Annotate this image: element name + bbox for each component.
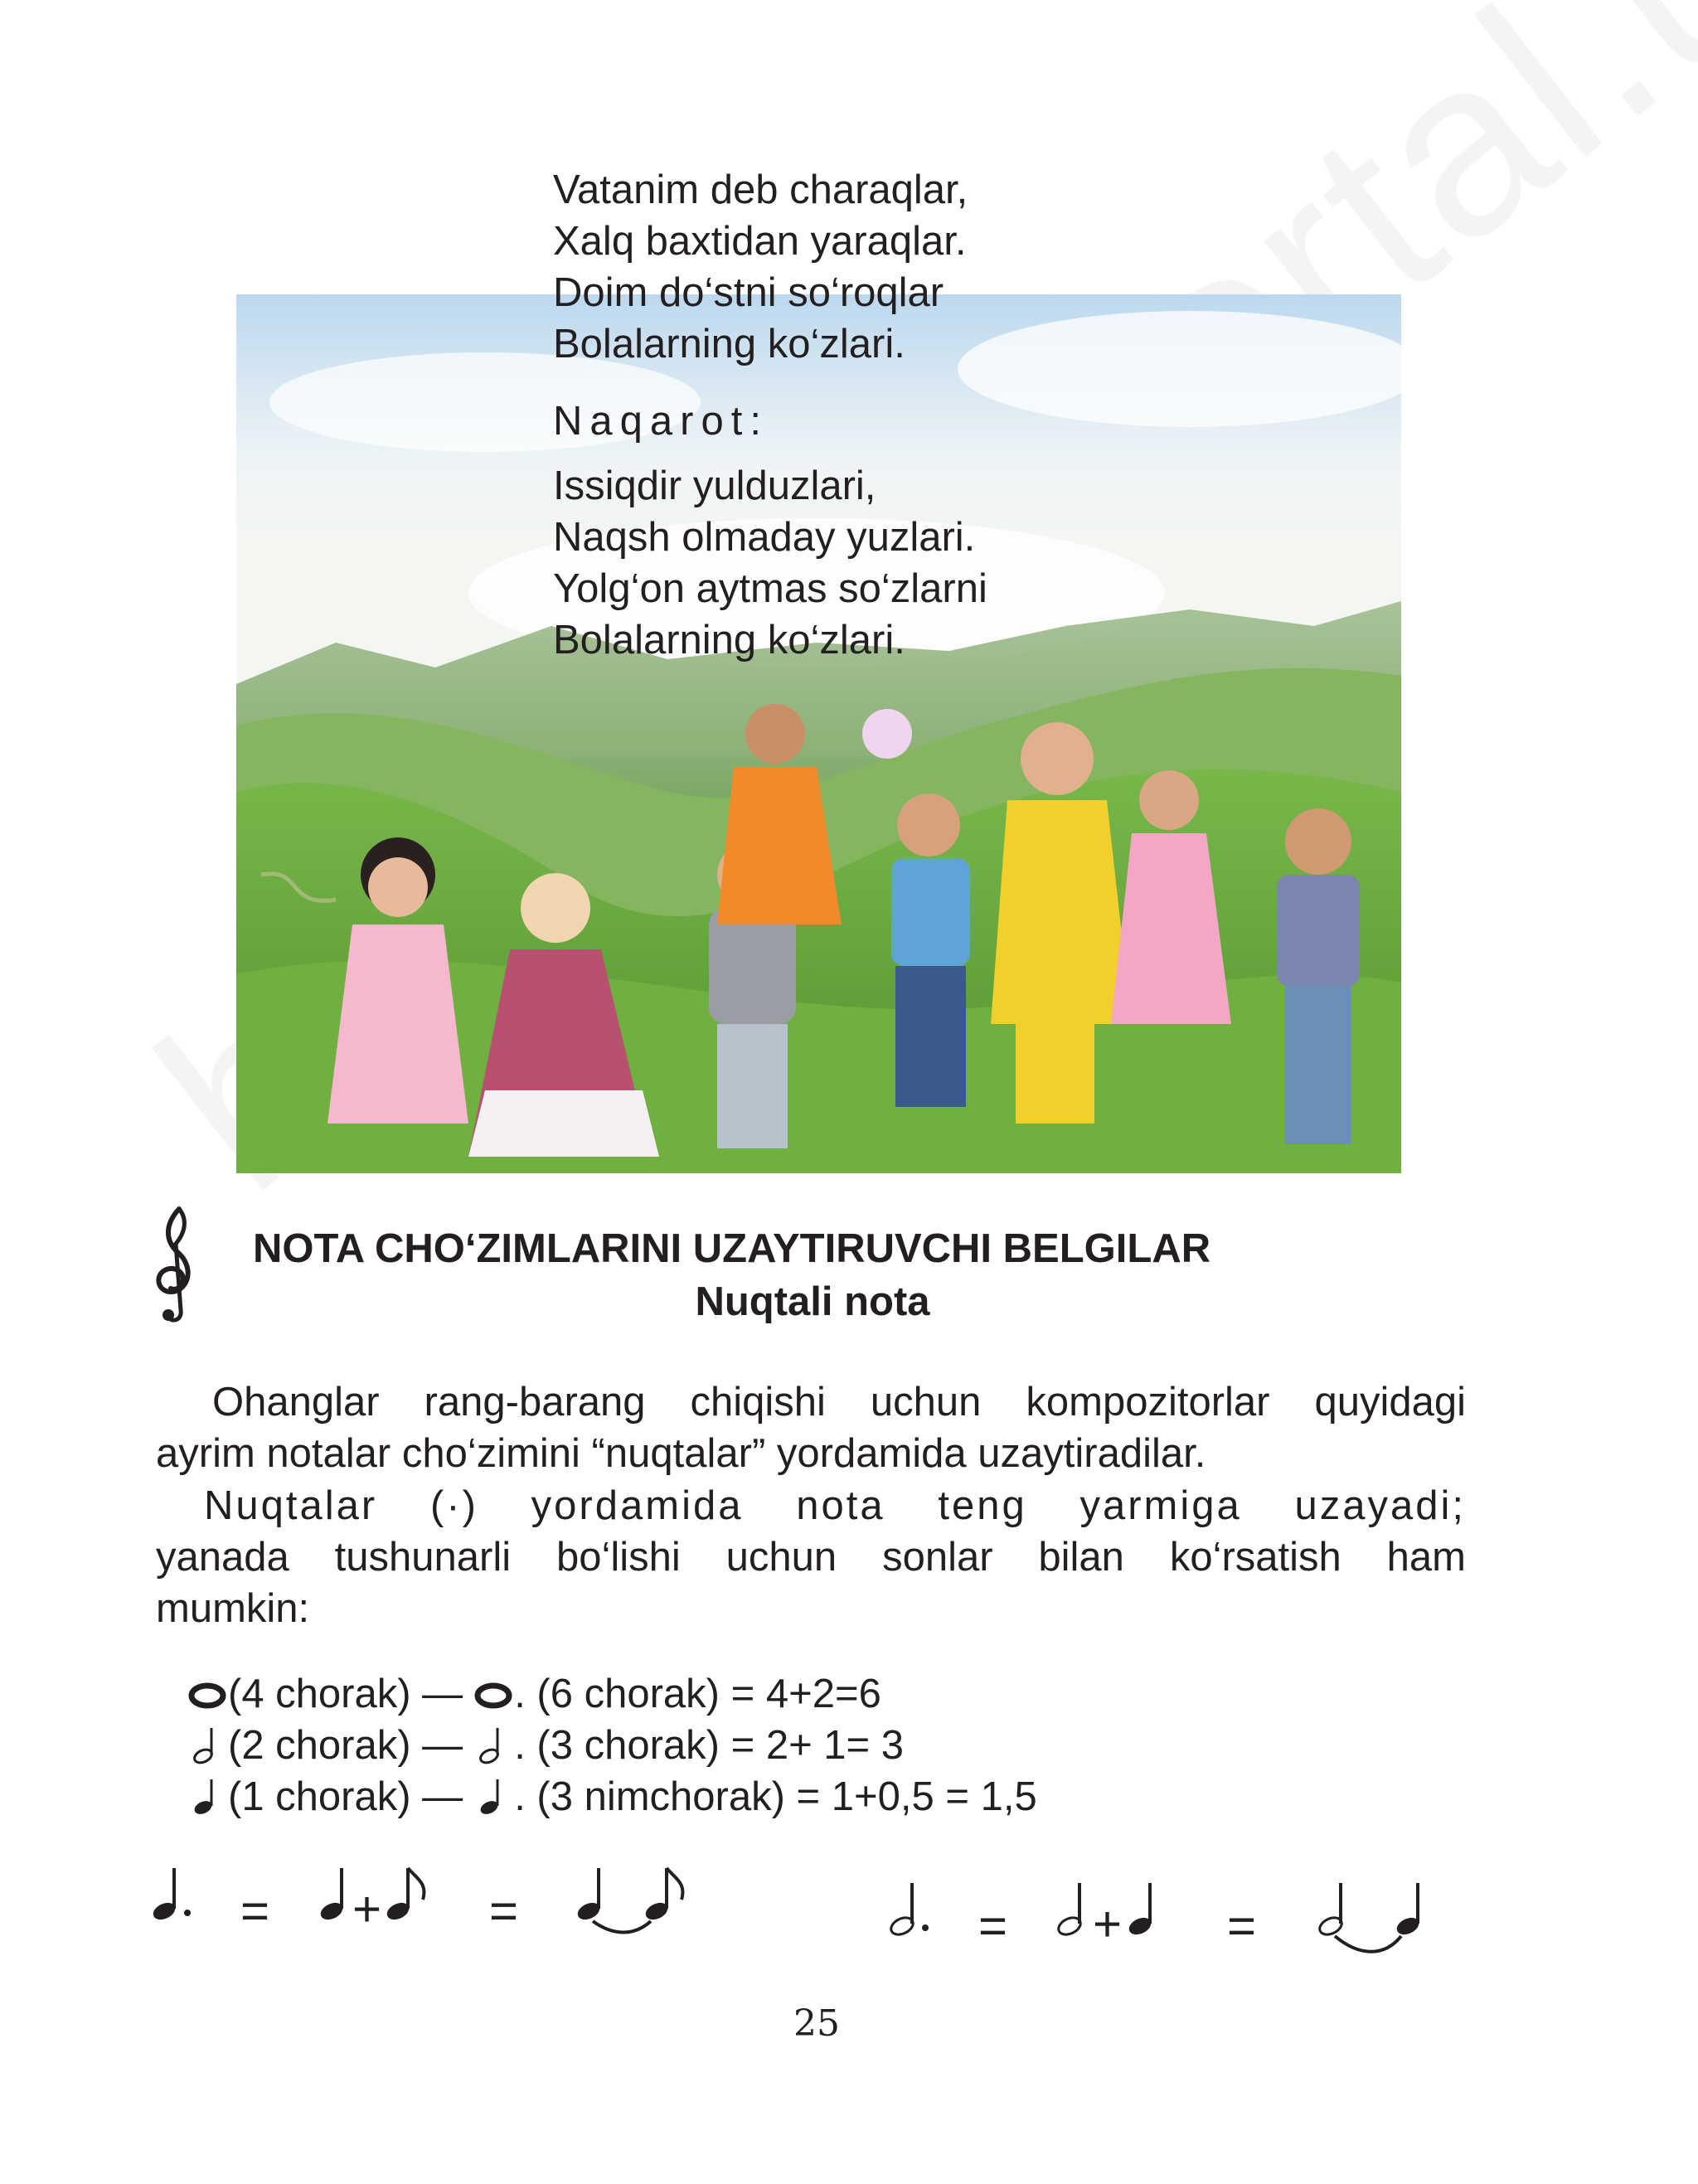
- refrain-line: Issiqdir yulduzlari,: [553, 463, 876, 508]
- tied-quarter-eighth-icon: [575, 1868, 683, 1933]
- dotted-whole-note-icon: [473, 1673, 514, 1715]
- rhythm-equations: [149, 1853, 1476, 1978]
- refrain-line: Yolg‘on aytmas so‘zlarni: [553, 566, 987, 611]
- note-row-right: . (3 chorak) = 2+ 1= 3: [514, 1723, 905, 1768]
- note-row-left: (2 chorak) —: [228, 1723, 463, 1768]
- note-row-whole: [187, 1671, 881, 1717]
- whole-note-icon: [187, 1673, 228, 1715]
- refrain-line: Bolalarning ko‘zlari.: [553, 618, 905, 662]
- paragraph-1: [156, 1376, 1466, 1479]
- half-note-icon: [1056, 1883, 1084, 1938]
- section-subtitle: Nuqtali nota: [695, 1279, 930, 1324]
- refrain-label: Naqarot:: [553, 399, 769, 444]
- dotted-quarter-note-icon: [473, 1776, 514, 1818]
- photo-illustration: [236, 294, 1401, 1173]
- verse-line: Xalq baxtidan yaraqlar.: [553, 219, 967, 264]
- plus-sign: +: [352, 1881, 382, 1937]
- tied-half-quarter-icon: [1317, 1883, 1422, 1952]
- note-row-half: [187, 1722, 904, 1769]
- verse-line: Doim do‘stni so‘roqlar: [553, 270, 944, 315]
- note-row-right: . (6 chorak) = 4+2=6: [514, 1672, 881, 1716]
- children-meadow-photo: [236, 294, 1401, 1173]
- page-number: 25: [793, 2002, 840, 2045]
- equals-sign: =: [978, 1898, 1008, 1953]
- section-title: NOTA CHO‘ZIMLARINI UZAYTIRUVCHI BELGILAR: [253, 1226, 1211, 1271]
- dotted-half-note-icon: [889, 1883, 929, 1938]
- paragraph-line: mumkin:: [156, 1586, 310, 1631]
- dotted-half-note-icon: [473, 1725, 514, 1766]
- eighth-note-icon: [385, 1868, 424, 1923]
- paragraph-line: yanada tushunarli bo‘lishi uchun sonlar bilan ko‘rsatish ham: [156, 1535, 1466, 1580]
- equation-dotted-half: [889, 1883, 1422, 1953]
- verse: [553, 164, 968, 370]
- paragraph-line: Ohanglar rang-barang chiqishi uchun kompozitorlar quyidagi: [212, 1380, 1466, 1424]
- note-row-left: (1 chorak) —: [228, 1774, 463, 1819]
- verse-line: Bolalarning ko‘zlari.: [553, 322, 905, 366]
- equals-sign: =: [240, 1883, 270, 1939]
- paragraph-line: Nuqtalar (·) yordamida nota teng yarmiga uzayadi;: [204, 1483, 1466, 1528]
- verse-line: Vatanim deb charaqlar,: [553, 167, 968, 212]
- quarter-note-icon: [1127, 1883, 1154, 1938]
- dotted-quarter-note-icon: [151, 1868, 191, 1923]
- equation-dotted-quarter: [151, 1868, 683, 1939]
- plus-sign: +: [1093, 1896, 1123, 1952]
- half-note-icon: [187, 1725, 228, 1766]
- refrain: [553, 460, 987, 666]
- note-row-right: . (3 nimchorak) = 1+0,5 = 1,5: [514, 1774, 1037, 1819]
- equals-sign: =: [1227, 1898, 1257, 1953]
- quarter-note-icon: [187, 1776, 228, 1818]
- refrain-line: Naqsh olmaday yuzlari.: [553, 515, 976, 560]
- paragraph-line: ayrim notalar cho‘zimini “nuqtalar” yordamida uzaytiradilar.: [156, 1431, 1206, 1476]
- note-row-quarter: [187, 1774, 1037, 1820]
- note-row-left: (4 chorak) —: [228, 1672, 463, 1716]
- equals-sign: =: [489, 1883, 519, 1939]
- paragraph-2: [156, 1480, 1466, 1634]
- quarter-note-icon: [318, 1868, 346, 1923]
